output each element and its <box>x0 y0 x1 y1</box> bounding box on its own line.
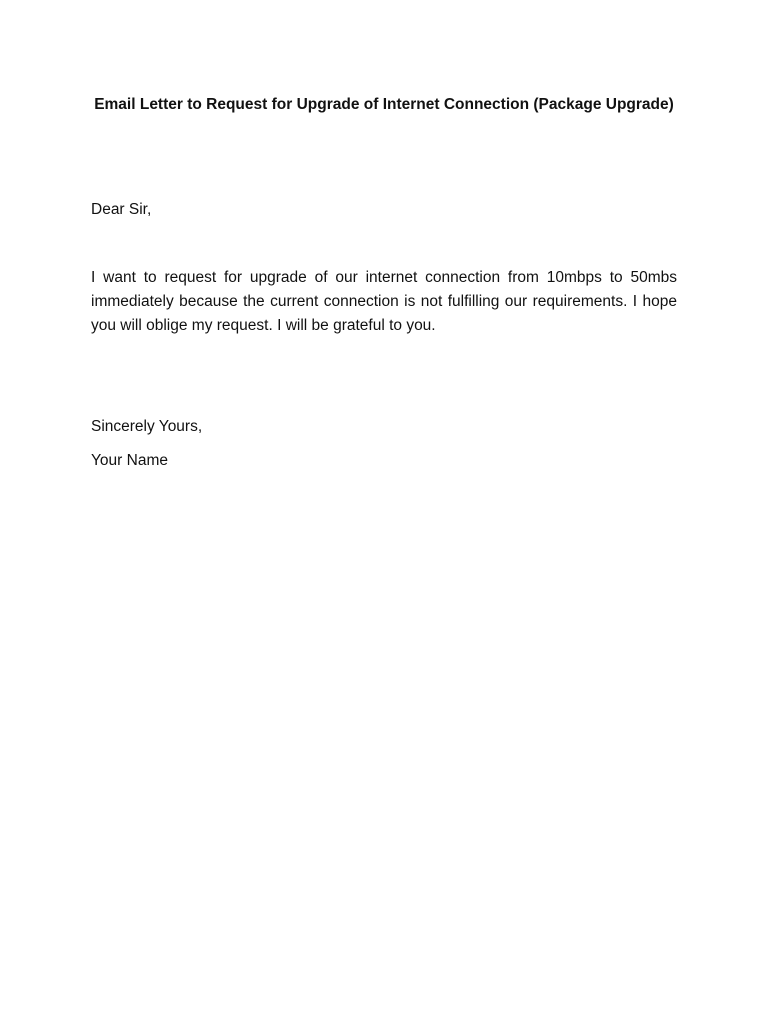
letter-title: Email Letter to Request for Upgrade of Internet Connection (Package Upgrade) <box>94 96 674 113</box>
letter-salutation: Dear Sir, <box>91 201 152 218</box>
letter-body: I want to request for upgrade of our internet connection from 10mbps to 50mbs immediately because the current connection is not fulfilling our requirements. I hope you will oblige my request. I will be grateful to you. <box>91 269 677 334</box>
letter-closing: Sincerely Yours, <box>91 418 203 435</box>
letter-signature: Your Name <box>91 452 168 469</box>
